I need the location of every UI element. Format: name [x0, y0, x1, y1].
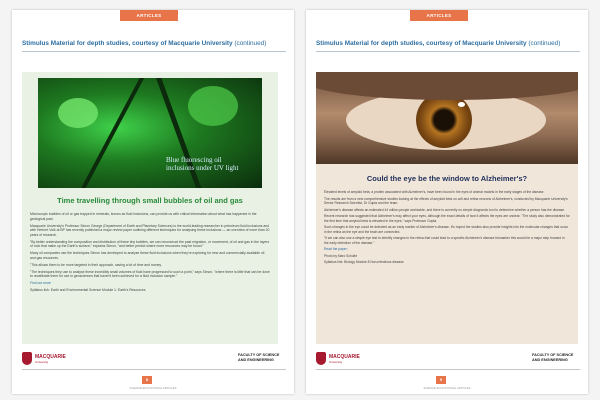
read-paper-link[interactable]: Read the paper:	[324, 247, 348, 252]
paragraph: Recent research has suggested that Alzheimer's may affect your eyes, although the exact details of how it affects the eyes are unclear. "The study also demonstrated for the first time that amyloid beta is elevated in the eyes," says Professor Gupta.	[324, 214, 570, 223]
paragraph: Alzheimer's disease affects an estimated 44 million people worldwide, and there is currently no simple diagnostic tool to determine whether a person has the disease.	[324, 207, 566, 212]
section-tab: ARTICLES	[120, 10, 178, 21]
article-body	[324, 190, 570, 267]
paragraph: "By better understanding the composition and distribution of these tiny bubbles, we can reconstruct the past migration, or movement, of oil and gas in the layers of rock that make up the Earth's surface," explains Simon, "and better predict where more resources may be found."	[30, 239, 270, 248]
footer-site: SCIENCE EDUCATIONAL ARTICLES	[129, 386, 177, 390]
paragraph: Such changes in the eye could be detected as an early marker of Alzheimer's disease. It's hoped the studies also provide insights into the molecular changes that occur in the retina as the eye and the brain are connected.	[324, 225, 569, 234]
article-title: Time travelling through small bubbles of oil and gas	[57, 196, 243, 205]
find-out-more-link[interactable]: Find out more	[30, 281, 51, 285]
iris-icon	[416, 92, 472, 148]
paragraph: "If we can also use a simple eye test to identify changes in the retina that could lead to a specific Alzheimer's disease biomarker this would be a major step forward in the early detection of the disease."	[324, 236, 565, 245]
faculty-label: FACULTY OF SCIENCE AND ENGINEERING	[238, 353, 280, 362]
paragraph: The results are from a new comprehensive studies looking at the effects of amyloid beta on cell and retina neurons of Alzheimer's, conducted by Macquarie University's Senior Research Scientist, Dr Gupta and the team.	[324, 196, 568, 205]
section-tab: ARTICLES	[410, 10, 468, 21]
article-title: Could the eye be the window to Alzheimer's?	[366, 174, 528, 183]
header-continued: (continued)	[528, 40, 561, 47]
article-panel	[316, 72, 578, 344]
page-header	[316, 40, 582, 47]
paragraph: "This allows them to be more targeted in their approach, saving a lot of time and money.	[30, 262, 162, 267]
photo-caption: Blue fluorescing oil inclusions under UV light	[166, 156, 239, 172]
footer-divider	[22, 369, 286, 370]
page-number: 9	[436, 376, 446, 384]
left-page	[12, 10, 294, 394]
article-body	[30, 212, 270, 295]
right-page	[306, 10, 588, 394]
macquarie-logo: MACQUARIE University	[22, 352, 82, 366]
crest-icon	[22, 352, 32, 365]
paragraph: Macquarie University's Professor Simon George (Department of Earth and Planetary Sciences) is the world-leading researcher in petroleum fluid inclusions and with Herbert Volk at BP has recently published a major review paper outlining different techniques for analysing these inclusions — an overview of more than 20 years of research.	[30, 223, 270, 237]
article-panel	[22, 72, 278, 344]
macquarie-logo: MACQUARIE University	[316, 352, 376, 366]
header-continued: (continued)	[234, 40, 267, 47]
syllabus-link: Syllabus link: Earth and Environmental Science Module 1: Earth's Resources	[30, 288, 146, 292]
page-number: 8	[142, 376, 152, 384]
page-header	[22, 40, 288, 47]
paragraph: Many oil companies use the techniques Simon has developed to analyse these fluid inclusions when they're exploring for new and commercially available oil and gas resources.	[30, 251, 265, 260]
crest-icon	[316, 352, 326, 365]
header-title: Stimulus Material for depth studies, courtesy of Macquarie University	[316, 40, 527, 47]
fluid-inclusions-photo	[38, 78, 262, 188]
faculty-label: FACULTY OF SCIENCE AND ENGINEERING	[532, 353, 574, 362]
eye-photo	[316, 72, 578, 164]
footer-site: SCIENCE EDUCATIONAL ARTICLES	[423, 386, 471, 390]
footer-divider	[316, 369, 580, 370]
header-title: Stimulus Material for depth studies, courtesy of Macquarie University	[22, 40, 233, 47]
paragraph: Microscopic bubbles of oil or gas trapped in minerals, known as fluid inclusions, can provide us with critical information about what has happened in the geological past.	[30, 212, 257, 221]
paragraph: "The techniques they use to analyse these incredibly small volumes of fluid have progressed to such a point," says Simon, "where there is little that can be done to recalibrate them for use in geosciences that haven't been achieved for a fluid inclusion sample."	[30, 269, 270, 278]
header-divider	[316, 51, 580, 52]
syllabus-link: Syllabus link: Biology Module 8 Non-infectious disease	[324, 260, 404, 265]
header-divider	[22, 51, 286, 52]
photo-credit: Photo by Marc Schulte	[324, 253, 358, 258]
paragraph: Elevated levels of amyloid beta, a protein associated with Alzheimer's, have been found in the eyes of animal models in the early stages of the disease.	[324, 190, 545, 194]
